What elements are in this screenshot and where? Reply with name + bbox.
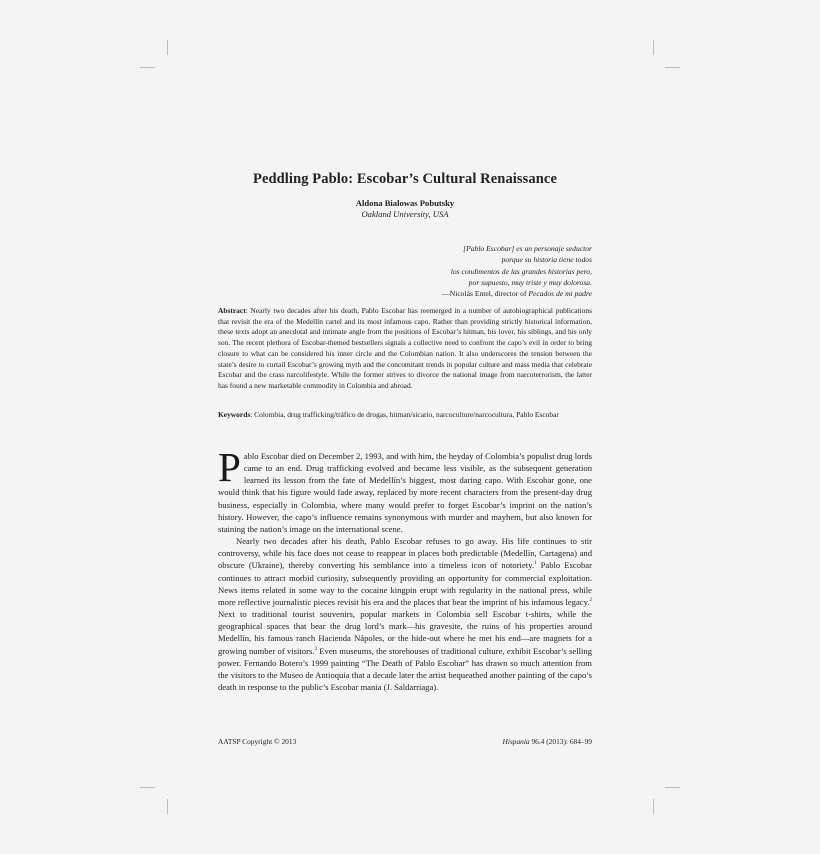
paragraph-2-text: Even museums, the storehouses of traditional culture, exhibit Escobar’s selling power. Fernando Botero’s 1999 painting “The Death of Pablo Escobar” has drawn so much attention from the visitors to the Museo de Antioquia that a decade later the artist bequeathed another painting of the capo’s death in response to the public’s Escobar mania (J. Saldarriaga).: [218, 645, 592, 692]
footnote-ref-1[interactable]: 1: [534, 561, 537, 567]
paragraph-2: [218, 535, 592, 693]
abstract: [218, 306, 592, 392]
footnote-ref-3[interactable]: 3: [314, 646, 317, 652]
abstract-text: : Nearly two decades after his death, Pablo Escobar has reemerged in a number of autobiographical publications that revisit the era of the Medellín cartel and its most infamous capo. Rather than providing strictly historical information, these texts adopt an anecdotal and intimate angle from the positions of Escobar’s hitman, his lover, his siblings, and his only son. The recent plethora of Escobar-themed bestsellers signals a collective need to confront the capo’s evil in order to bring closure to what can be considered his inner circle and the Colombian nation. It also underscores the tension between the state’s desire to curtail Escobar’s growing myth and the concomitant trends in popular culture and mass media that celebrate Escobar and the crass narcolifestyle. While the former strives to divorce the national image from narcoterrorism, the latter has found a new marketable commodity in Colombia and abroad.: [218, 306, 592, 390]
epigraph-line: porque su historia tiene todos: [501, 255, 592, 265]
crop-mark-bottom-left-horizontal: [140, 787, 155, 788]
epigraph-line: los condimentos de las grandes historias pero,: [450, 266, 592, 276]
copyright: AATSP Copyright © 2013: [218, 737, 297, 746]
attribution-work: Pecados de mi padre: [528, 289, 592, 299]
crop-mark-top-left-horizontal: [140, 67, 155, 68]
drop-cap: P: [218, 444, 241, 490]
epigraph-line: por supuesto, muy triste y muy dolorosa.: [468, 277, 592, 287]
epigraph: [442, 243, 592, 299]
keywords-text: : Colombia, drug trafficking/tráfico de drogas, hitman/sicario, narcoculture/narcocultura, Pablo Escobar: [250, 410, 559, 419]
epigraph-attribution: [442, 288, 592, 299]
paragraph-2-text: Next to traditional tourist souvenirs, popular markets in Colombia sell Escobar t-shirts, while the geographical spaces that bear the drug lord’s mark—his gravesite, the ruins of his properties around Medellín, his famous ranch Hacienda Nápoles, or the hide-out where he met his end—are magnets for a growing number of visitors.: [218, 609, 592, 656]
journal-citation: [502, 737, 592, 746]
paragraph-2-text: Nearly two decades after his death, Pablo Escobar refuses to go away. His life continues to stir controversy, while his face does not cease to reappear in places both predictable (Medellín, Cartagena) and obscure (Ukraine), thereby converting his semblance into a timeless icon of notoriety.: [218, 536, 592, 571]
paragraph-2-text: Pablo Escobar continues to attract morbid curiosity, subsequently providing an opportunity for commercial exploitation. News items related in some way to the cocaine kingpin erupt with regularity in the national press, while more reflective journalistic pieces revisit his era and the places that bear the imprint of his infamous legacy.: [218, 560, 592, 607]
attribution-prefix: —Nicolás Entel, director of: [442, 289, 529, 299]
journal-name: Hispania: [502, 737, 530, 746]
crop-mark-top-right-vertical: [653, 40, 654, 55]
keywords-label: Keywords: [218, 410, 251, 419]
paragraph-1: [218, 444, 592, 535]
crop-mark-top-left-vertical: [167, 40, 168, 55]
crop-mark-bottom-right-vertical: [653, 799, 654, 814]
author-name: Aldona Bialowas Pobutsky: [355, 198, 455, 208]
epigraph-line: [Pablo Escobar] es un personaje seductor: [463, 244, 592, 253]
citation-details: 96.4 (2013): 684–99: [529, 737, 592, 746]
paragraph-1-text: ablo Escobar died on December 2, 1993, and with him, the heyday of Colombia’s populist drug lords came to an end. Drug trafficking evolved and became less visible, as the subsequent generation learned its lesson from the fate of Medellín’s biggest, most daring capo. With Escobar gone, one would think that his figure would fade away, replaced by more recent characters from the present-day drug business, especially in Colombia, where many would prefer to forget Escobar’s imprint on the nation’s history. However, the capo’s influence remains synonymous with murder and mayhem, but also known for staining the nation’s image on the international scene.: [218, 451, 592, 534]
article-title: Peddling Pablo: Escobar’s Cultural Renaissance: [252, 171, 557, 187]
body-text: [218, 444, 592, 693]
keywords: [218, 410, 592, 421]
crop-mark-bottom-right-horizontal: [665, 787, 680, 788]
crop-mark-bottom-left-vertical: [167, 799, 168, 814]
page-footer: [218, 737, 592, 746]
crop-mark-top-right-horizontal: [665, 67, 680, 68]
author-affiliation: Oakland University, USA: [361, 209, 449, 219]
abstract-label: Abstract: [218, 306, 246, 315]
footnote-ref-2[interactable]: 2: [589, 598, 592, 604]
